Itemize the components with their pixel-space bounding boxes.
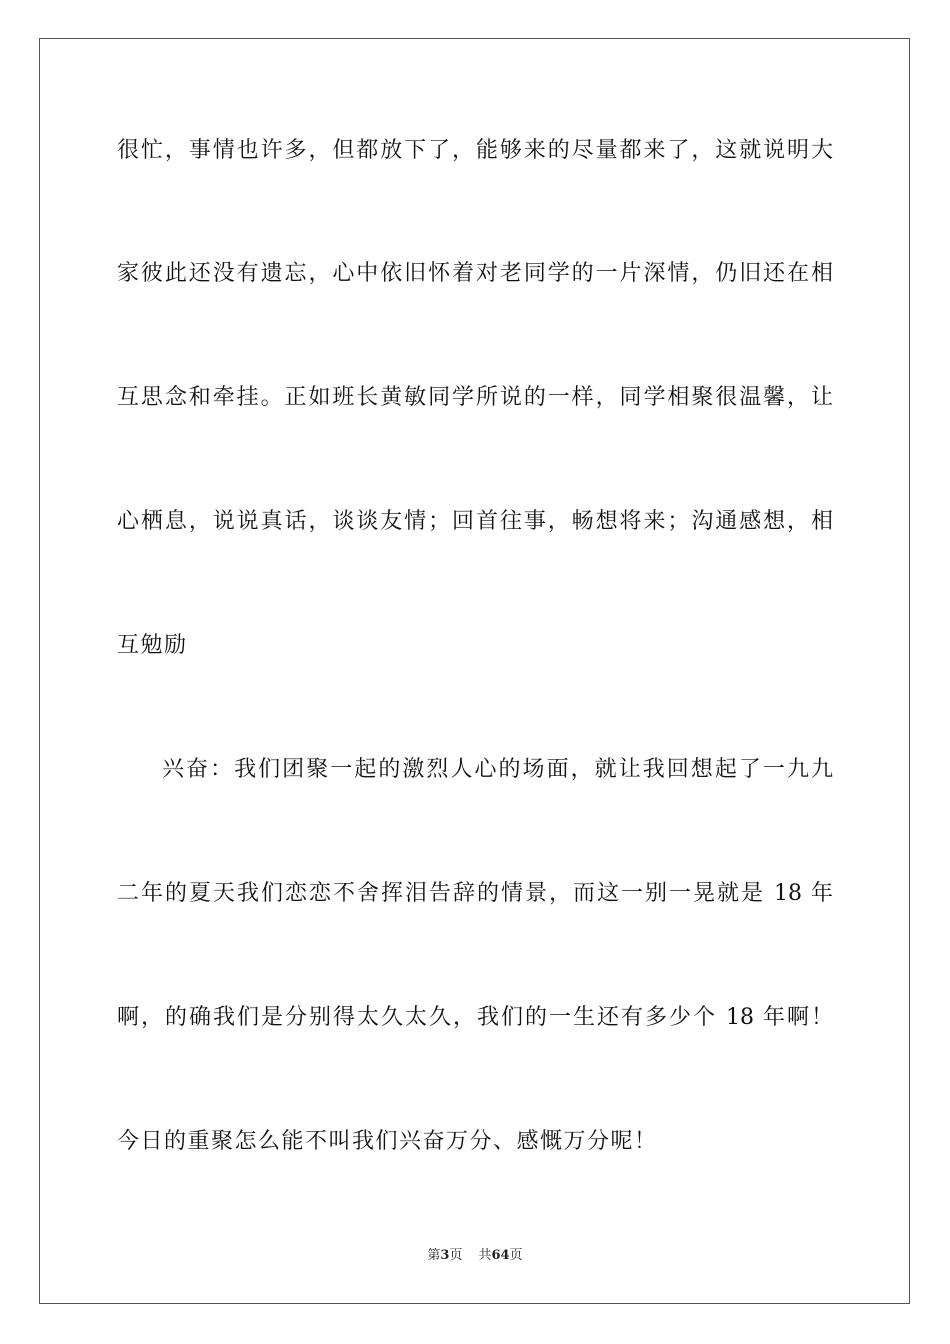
paragraph-line-1: 很忙，事情也许多，但都放下了，能够来的尽量都来了，这就说明大 (117, 138, 833, 163)
footer-page-suffix: 页 (449, 1248, 463, 1263)
paragraph-line-7: 二年的夏天我们恋恋不舍挥泪告辞的情景，而这一别一晃就是 18 年 (117, 881, 833, 906)
footer-page-number: 3 (440, 1248, 450, 1263)
paragraph-line-4: 心栖息，说说真话，谈谈友情；回首往事，畅想将来；沟通感想，相 (117, 509, 833, 534)
paragraph-line-3: 互思念和牵挂。正如班长黄敏同学所说的一样，同学相聚很温馨，让 (117, 385, 833, 410)
footer-total-suffix: 页 (509, 1248, 523, 1263)
footer-total-pages: 64 (491, 1248, 510, 1263)
paragraph-line-5: 互勉励 (117, 633, 188, 658)
footer-total-prefix: 共 (478, 1248, 492, 1263)
page-footer (0, 1247, 950, 1265)
paragraph-line-2: 家彼此还没有遗忘，心中依旧怀着对老同学的一片深情，仍旧还在相 (117, 261, 833, 286)
footer-page-prefix: 第 (427, 1248, 441, 1263)
paragraph-line-8: 啊，的确我们是分别得太久太久，我们的一生还有多少个 18 年啊！ (117, 1005, 833, 1030)
page-border (39, 38, 910, 1304)
paragraph-line-6: 兴奋：我们团聚一起的激烈人心的场面，就让我回想起了一九九 (162, 757, 833, 782)
paragraph-line-9: 今日的重聚怎么能不叫我们兴奋万分、感慨万分呢！ (117, 1129, 658, 1154)
